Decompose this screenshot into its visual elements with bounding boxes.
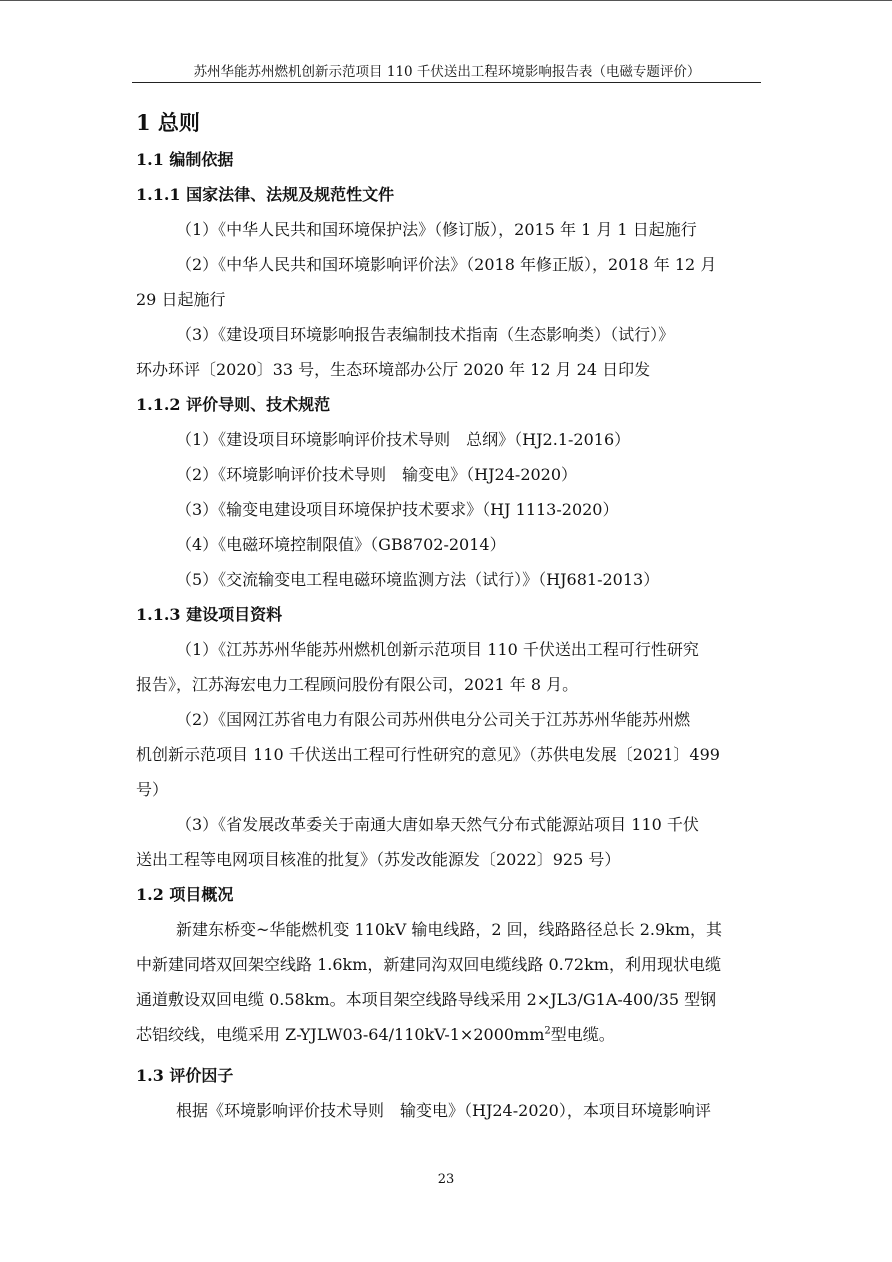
project-doc-2-line-2: 机创新示范项目 110 千伏送出工程可行性研究的意见》（苏供电发展〔2021〕499: [136, 745, 720, 764]
page-number: 23: [437, 1172, 455, 1187]
project-doc-2-line-1: （2）《国网江苏省电力有限公司苏州供电分公司关于江苏苏州华能苏州燃: [176, 710, 691, 729]
page-top-edge: [0, 0, 892, 1]
standard-item-3: （3）《输变电建设项目环境保护技术要求》（HJ 1113-2020）: [176, 500, 619, 519]
law-item-1: （1）《中华人民共和国环境保护法》（修订版），2015 年 1 月 1 日起施行: [176, 220, 697, 239]
header-rule: [132, 82, 761, 83]
project-doc-3-line-2: 送出工程等电网项目核准的批复》（苏发改能源发〔2022〕925 号）: [136, 850, 621, 869]
standard-item-1: （1）《建设项目环境影响评价技术导则 总纲》（HJ2.1-2016）: [176, 430, 631, 449]
project-doc-2-line-3: 号）: [136, 780, 169, 799]
project-doc-3-line-1: （3）《省发展改革委关于南通大唐如皋天然气分布式能源站项目 110 千伏: [176, 815, 699, 834]
overview-line-2: 中新建同塔双回架空线路 1.6km，新建同沟双回电缆线路 0.72km，利用现状电缆: [136, 955, 721, 974]
project-doc-3: [136, 807, 758, 877]
project-doc-2: [136, 702, 758, 807]
law-item-2-line-2: 29 日起施行: [136, 290, 226, 309]
overview-line-1: 新建东桥变~华能燃机变 110kV 输电线路，2 回，线路路径总长 2.9km，其: [176, 920, 723, 939]
evaluation-factor-line: 根据《环境影响评价技术导则 输变电》（HJ24-2020），本项目环境影响评: [176, 1101, 711, 1120]
section-1-1-3-heading: 1.1.3 建设项目资料: [136, 605, 283, 624]
section-1-1-heading: 1.1 编制依据: [136, 150, 234, 169]
section-1-2-heading: 1.2 项目概况: [136, 885, 234, 904]
law-item-2: [136, 247, 758, 317]
standard-item-2: （2）《环境影响评价技术导则 输变电》（HJ24-2020）: [176, 465, 578, 484]
running-header: 苏州华能苏州燃机创新示范项目 110 千伏送出工程环境影响报告表（电磁专题评价）: [193, 64, 701, 80]
chapter-title: 1 总则: [136, 110, 200, 135]
overview-line-4-text: 芯铝绞线，电缆采用 Z-YJLW03-64/110kV-1×2000mm: [136, 1025, 545, 1044]
law-item-3-line-2: 环办环评〔2020〕33 号，生态环境部办公厅 2020 年 12 月 24 日印发: [136, 360, 651, 379]
overview-paragraph: [136, 912, 758, 1052]
overview-line-4: [136, 1017, 758, 1052]
superscript-2: 2: [544, 1025, 551, 1037]
project-doc-1-line-2: 报告》，江苏海宏电力工程顾问股份有限公司，2021 年 8 月。: [136, 675, 579, 694]
overview-line-4-tail: 型电缆。: [550, 1025, 615, 1044]
section-1-1-2-heading: 1.1.2 评价导则、技术规范: [136, 395, 331, 414]
law-item-3: [136, 317, 758, 387]
law-item-2-line-1: （2）《中华人民共和国环境影响评价法》（2018 年修正版），2018 年 12 月: [176, 255, 717, 274]
law-item-3-line-1: （3）《建设项目环境影响报告表编制技术指南（生态影响类）（试行）》: [176, 325, 675, 344]
standard-item-4: （4）《电磁环境控制限值》（GB8702-2014）: [176, 535, 506, 554]
project-doc-1: [136, 632, 758, 702]
section-1-1-1-heading: 1.1.1 国家法律、法规及规范性文件: [136, 185, 395, 204]
overview-line-3: 通道敷设双回电缆 0.58km。本项目架空线路导线采用 2×JL3/G1A-400/35 型钢: [136, 990, 717, 1009]
project-doc-1-line-1: （1）《江苏苏州华能苏州燃机创新示范项目 110 千伏送出工程可行性研究: [176, 640, 699, 659]
page-body: [136, 104, 758, 1128]
section-1-3-heading: 1.3 评价因子: [136, 1066, 234, 1085]
standard-item-5: （5）《交流输变电工程电磁环境监测方法（试行）》（HJ681-2013）: [176, 570, 660, 589]
